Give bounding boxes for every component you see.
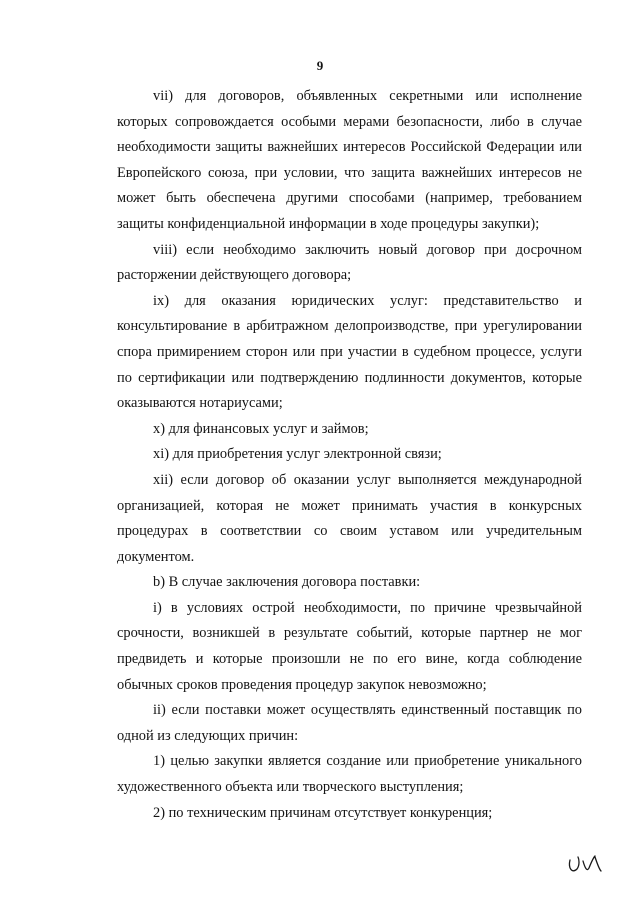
paragraph-b-ii-2: 2) по техническим причинам отсутствует конкуренция; bbox=[153, 804, 493, 821]
handwritten-initials bbox=[566, 852, 614, 878]
paragraph-b-ii-1: 1) целью закупки является создание или приобретение уникального художественного объекта или творческого выступления; bbox=[117, 753, 582, 796]
paragraph-b-i: i) в условиях острой необходимости, по причине чрезвычайной срочности, возникшей в результате событий, которые партнер не мог предвидеть и которые произошли не по его вине, когда соблюдение обычных сроков проведения процедур закупок невозможно; bbox=[117, 599, 582, 693]
paragraph-ix: ix) для оказания юридических услуг: представительство и консультирование в арбитражном делопроизводстве, при урегулировании спора примирением сторон или при участии в судебном процессе, услуги по сертификации или подтверждению подлинности документов, которые оказываются нотариусами; bbox=[117, 292, 582, 412]
page-number: 9 bbox=[316, 58, 324, 73]
paragraph-xi: xi) для приобретения услуг электронной связи; bbox=[153, 446, 442, 463]
paragraph-xii: xii) если договор об оказании услуг выполняется международной организацией, которая не может принимать участия в конкурсных процедурах в соответствии со своим уставом или учредительным документом. bbox=[117, 471, 582, 565]
paragraph-b-ii: ii) если поставки может осуществлять единственный поставщик по одной из следующих причин: bbox=[117, 702, 582, 744]
paragraph-viii: viii) если необходимо заключить новый договор при досрочном расторжении действующего договора; bbox=[117, 241, 582, 284]
document-body bbox=[117, 84, 582, 826]
paragraph-x: x) для финансовых услуг и займов; bbox=[153, 420, 369, 437]
paragraph-vii: vii) для договоров, объявленных секретными или исполнение которых сопровождается особыми мерами безопасности, либо в случае необходимости защиты важнейших интересов Российской Федерации или Европейского союза, при условии, что защита важнейших интересов не может быть обеспечена другими способами (например, требованием защиты конфиденциальной информации в ходе процедуры закупки); bbox=[117, 88, 582, 232]
paragraph-b: b) В случае заключения договора поставки: bbox=[153, 574, 421, 591]
